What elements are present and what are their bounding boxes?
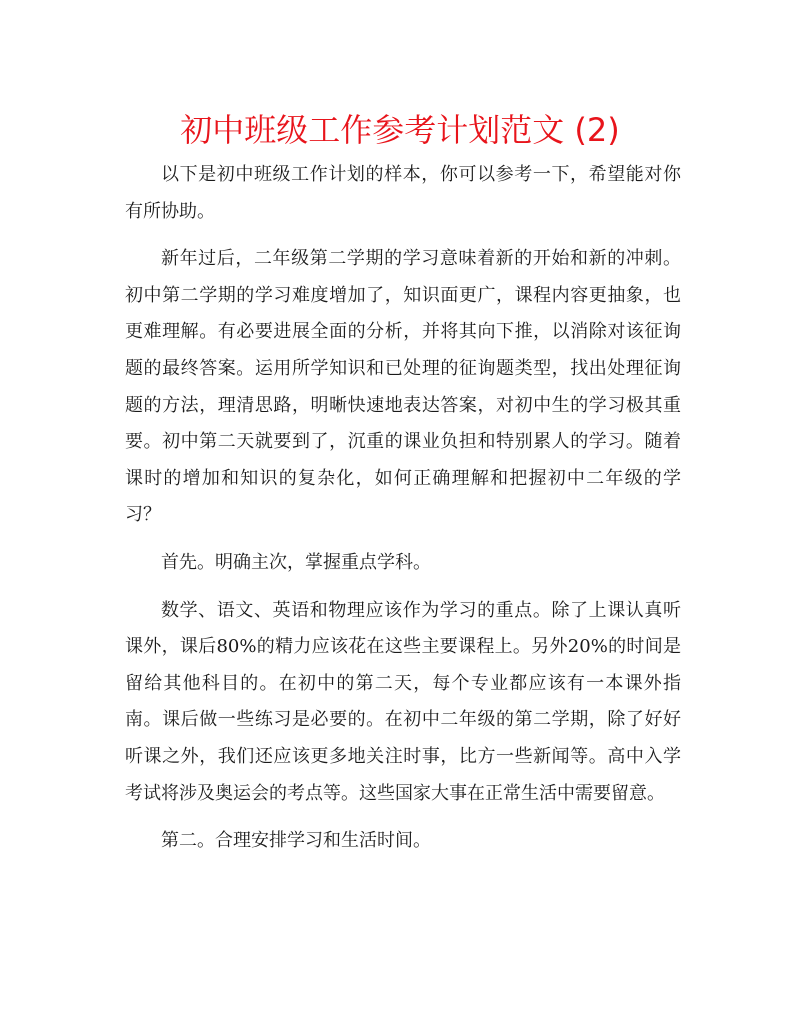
document-body [125, 157, 681, 860]
document-title: 初中班级工作参考计划范文 (2) [180, 111, 620, 149]
paragraph-key-subjects: 数学、语文、英语和物理应该作为学习的重点。除了上课认真听课外，课后80%的精力应该花在这些主要课程上。另外20%的时间是留给其他科目的。在初中的第二天，每个专业都应该有一本课外指南。课后做一些练习是必要的。在初中二年级的第二学期，除了好好听课之外，我们还应该更多地关注时事，比方一些新闻等。高中入学考试将涉及奥运会的考点等。这些国家大事在正常生活中需要留意。 [125, 599, 681, 804]
paragraph-new-semester: 新年过后，二年级第二学期的学习意味着新的开始和新的冲刺。初中第二学期的学习难度增加了，知识面更广，课程内容更抽象，也更难理解。有必要进展全面的分析，并将其向下推，以消除对该征询题的最终答案。运用所学知识和已处理的征询题类型，找出处理征询题的方法，理清思路，明晰快速地表达答案，对初中生的学习极其重要。初中第二天就要到了，沉重的课业负担和特别累人的学习。随着课时的增加和知识的复杂化，如何正确理解和把握初中二年级的学习？ [125, 248, 681, 526]
paragraph-second-point: 第二。合理安排学习和生活时间。 [161, 830, 431, 852]
paragraph-intro: 以下是初中班级工作计划的样本，你可以参考一下，希望能对你有所协助。 [125, 164, 681, 222]
paragraph-first-point: 首先。明确主次，掌握重点学科。 [161, 551, 431, 573]
